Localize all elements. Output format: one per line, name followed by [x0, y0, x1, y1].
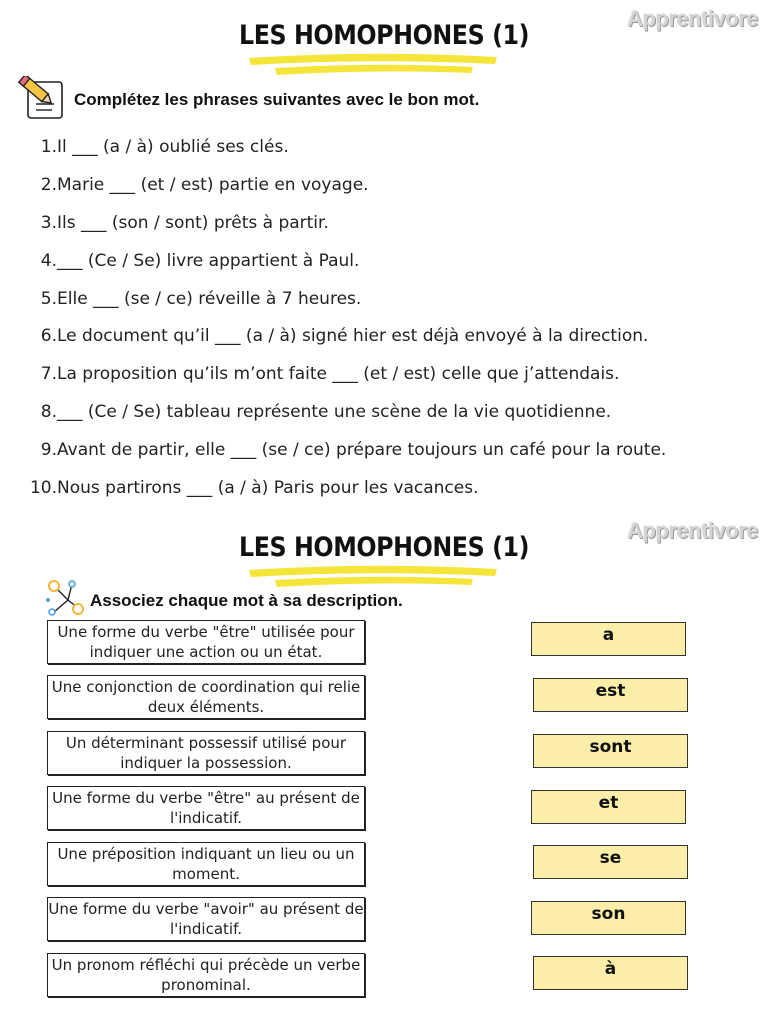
- item-text: Marie ___ (et / est) partie en voyage.: [57, 174, 369, 195]
- item-text: ___ (Ce / Se) livre appartient à Paul.: [57, 250, 360, 271]
- description-box: [47, 786, 365, 830]
- description-box: [47, 620, 365, 664]
- item-text: Le document qu’il ___ (a / à) signé hier est déjà envoyé à la direction.: [57, 326, 649, 347]
- item-text: Il ___ (a / à) oublié ses clés.: [57, 136, 289, 157]
- instruction-match: Associez chaque mot à sa description.: [90, 591, 403, 610]
- description-box: [47, 897, 365, 941]
- item-number: 3.: [40, 212, 57, 233]
- list-item: [28, 128, 758, 166]
- pencil-paper-icon: [14, 76, 66, 122]
- list-item: [28, 317, 758, 355]
- word-box: se: [533, 845, 688, 879]
- description-box: [47, 953, 365, 997]
- word-box: à: [533, 956, 688, 990]
- item-number: 8.: [40, 402, 57, 423]
- item-text: La proposition qu’ils m’ont faite ___ (et / est) celle que j’attendais.: [57, 364, 620, 385]
- description-text: Un pronom réfléchi qui précède un verbe pronominal.: [51, 956, 361, 994]
- item-number: 4.: [40, 250, 57, 271]
- word-box: son: [531, 901, 686, 935]
- word-box: et: [531, 790, 686, 824]
- description-text: Une forme du verbe "être" utilisée pour indiquer une action ou un état.: [57, 623, 355, 661]
- brand-logo: Apprentivore: [627, 6, 758, 31]
- description-box: [47, 675, 365, 719]
- description-text: Une préposition indiquant un lieu ou un moment.: [57, 845, 355, 883]
- brand-logo: Apprentivore: [627, 518, 758, 543]
- list-item: [28, 204, 758, 242]
- item-number: 9.: [40, 440, 57, 461]
- list-item: [28, 355, 758, 393]
- description-box: [47, 731, 365, 775]
- description-text: Une conjonction de coordination qui relie deux éléments.: [51, 678, 361, 716]
- word-box: sont: [533, 734, 688, 768]
- list-item: [28, 469, 758, 507]
- word-box: est: [533, 678, 688, 712]
- description-text: Un déterminant possessif utilisé pour indiquer la possession.: [65, 734, 347, 772]
- item-text: ___ (Ce / Se) tableau représente une scène de la vie quotidienne.: [57, 402, 612, 423]
- item-text: Nous partirons ___ (a / à) Paris pour les vacances.: [57, 477, 479, 498]
- page-title: LES HOMOPHONES (1): [238, 20, 530, 51]
- section-title: LES HOMOPHONES (1): [238, 532, 530, 563]
- list-item: [28, 431, 758, 469]
- list-item: [28, 280, 758, 318]
- list-item: [28, 166, 758, 204]
- list-item: [28, 242, 758, 280]
- description-text: Une forme du verbe "être" au présent de l'indicatif.: [52, 789, 360, 827]
- item-number: 2.: [40, 174, 57, 195]
- title-highlight: [245, 560, 501, 590]
- list-item: [28, 393, 758, 431]
- item-number: 5.: [40, 288, 57, 309]
- description-box: [47, 842, 365, 886]
- exercise-list: [28, 128, 758, 507]
- instruction-fill-in: Complétez les phrases suivantes avec le bon mot.: [74, 90, 480, 109]
- description-text: Une forme du verbe "avoir" au présent de l'indicatif.: [48, 900, 364, 938]
- item-number: 10.: [29, 477, 57, 498]
- item-number: 1.: [40, 136, 57, 157]
- item-number: 7.: [40, 364, 57, 385]
- item-text: Elle ___ (se / ce) réveille à 7 heures.: [57, 288, 362, 309]
- connect-nodes-icon: [44, 578, 88, 618]
- title-highlight: [245, 48, 501, 78]
- word-box: a: [531, 622, 686, 656]
- item-text: Ils ___ (son / sont) prêts à partir.: [57, 212, 329, 233]
- item-number: 6.: [40, 326, 57, 347]
- item-text: Avant de partir, elle ___ (se / ce) prépare toujours un café pour la route.: [57, 440, 667, 461]
